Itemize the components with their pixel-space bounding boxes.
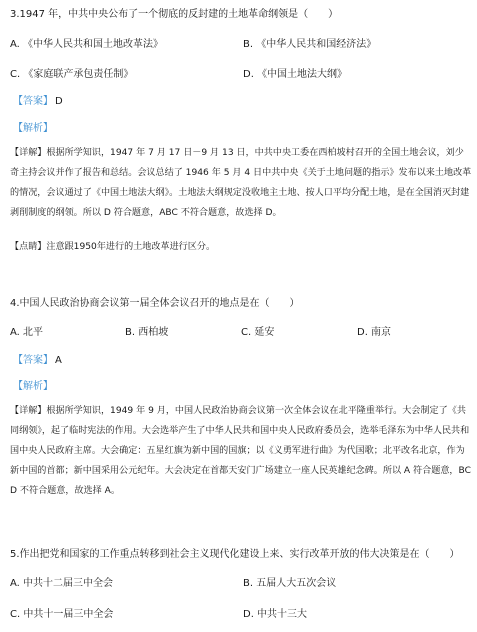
q3-option-b: B. 《中华人民共和国经济法》: [243, 39, 377, 50]
q4-stem: 4.中国人民政治协商会议第一届全体会议召开的地点是在（ ）: [10, 298, 300, 309]
q3-detail-label: 【详解】: [10, 148, 47, 158]
q3-stem: 3.1947 年，中共中央公布了一个彻底的反封建的土地革命纲领是（ ）: [10, 9, 339, 20]
q3-point-label: 【点睛】: [10, 242, 47, 252]
q3-point-text: 注意跟1950年进行的土地改革进行区分。: [46, 242, 216, 252]
q3-answer-label: 【答案】: [13, 96, 53, 107]
q4-analysis-label: 【解析】: [13, 381, 53, 392]
q3-option-c: C. 《家庭联产承包责任制》: [10, 69, 134, 80]
q4-detail: [10, 401, 472, 501]
q4-option-a: A. 北平: [10, 327, 44, 338]
q4-answer-label: 【答案】: [13, 355, 53, 366]
q3-answer: [13, 95, 63, 109]
q5-option-a: A. 中共十二届三中全会: [10, 578, 114, 589]
q5-option-b: B. 五届人大五次会议: [243, 578, 337, 589]
q3-option-a: A. 《中华人民共和国土地改革法》: [10, 39, 164, 50]
q3-detail-text: 根据所学知识，1947 年 7 月 17 日－9 月 13 日，中共中央工委在西柏坡村召开的全国土地会议，刘少奇主持会议并作了报告和总结。会议总结了 1946 年 5 月 4 日中共中央《关于土地问题的指示》发布以来土地改革的情况，会议通过了《中国土地法大纲》。土地法大纲规定没收地主土地、按人口平均分配土地，是在全国消灭封建剥削制度的纲领。所以 D 符合题意，ABC 不符合题意，故选择 D。: [10, 148, 472, 218]
q4-option-b: B. 西柏坡: [125, 327, 169, 338]
q3-point: [10, 240, 472, 254]
q3-detail: [10, 143, 472, 223]
q4-detail-label: 【详解】: [10, 406, 47, 416]
q4-answer: [13, 354, 62, 368]
q5-stem: 5.作出把党和国家的工作重点转移到社会主义现代化建设上来、实行改革开放的伟大决策是在（ ）: [10, 549, 460, 560]
q3-analysis-label: 【解析】: [13, 123, 53, 134]
q4-option-d: D. 南京: [357, 327, 392, 338]
q5-option-c: C. 中共十一届三中全会: [10, 609, 114, 620]
q3-option-d: D. 《中国土地法大纲》: [243, 69, 348, 80]
q5-option-d: D. 中共十三大: [243, 609, 308, 620]
q4-option-c: C. 延安: [241, 327, 275, 338]
q4-detail-text: 根据所学知识，1949 年 9 月，中国人民政治协商会议第一次全体会议在北平隆重举行。大会制定了《共同纲领》，起了临时宪法的作用。大会选举产生了中华人民共和国中央人民政府委员会，选举毛泽东为中华人民共和国中央人民政府主席。大会确定：五星红旗为新中国的国旗；以《义勇军进行曲》为代国歌；北平改名北京，作为新中国的首都；新中国采用公元纪年。大会决定在首都天安门广场建立一座人民英雄纪念碑。所以 A 符合题意，BCD 不符合题意，故选择 A。: [10, 406, 471, 496]
q4-answer-value: A: [55, 355, 62, 366]
q3-answer-value: D: [55, 96, 63, 107]
